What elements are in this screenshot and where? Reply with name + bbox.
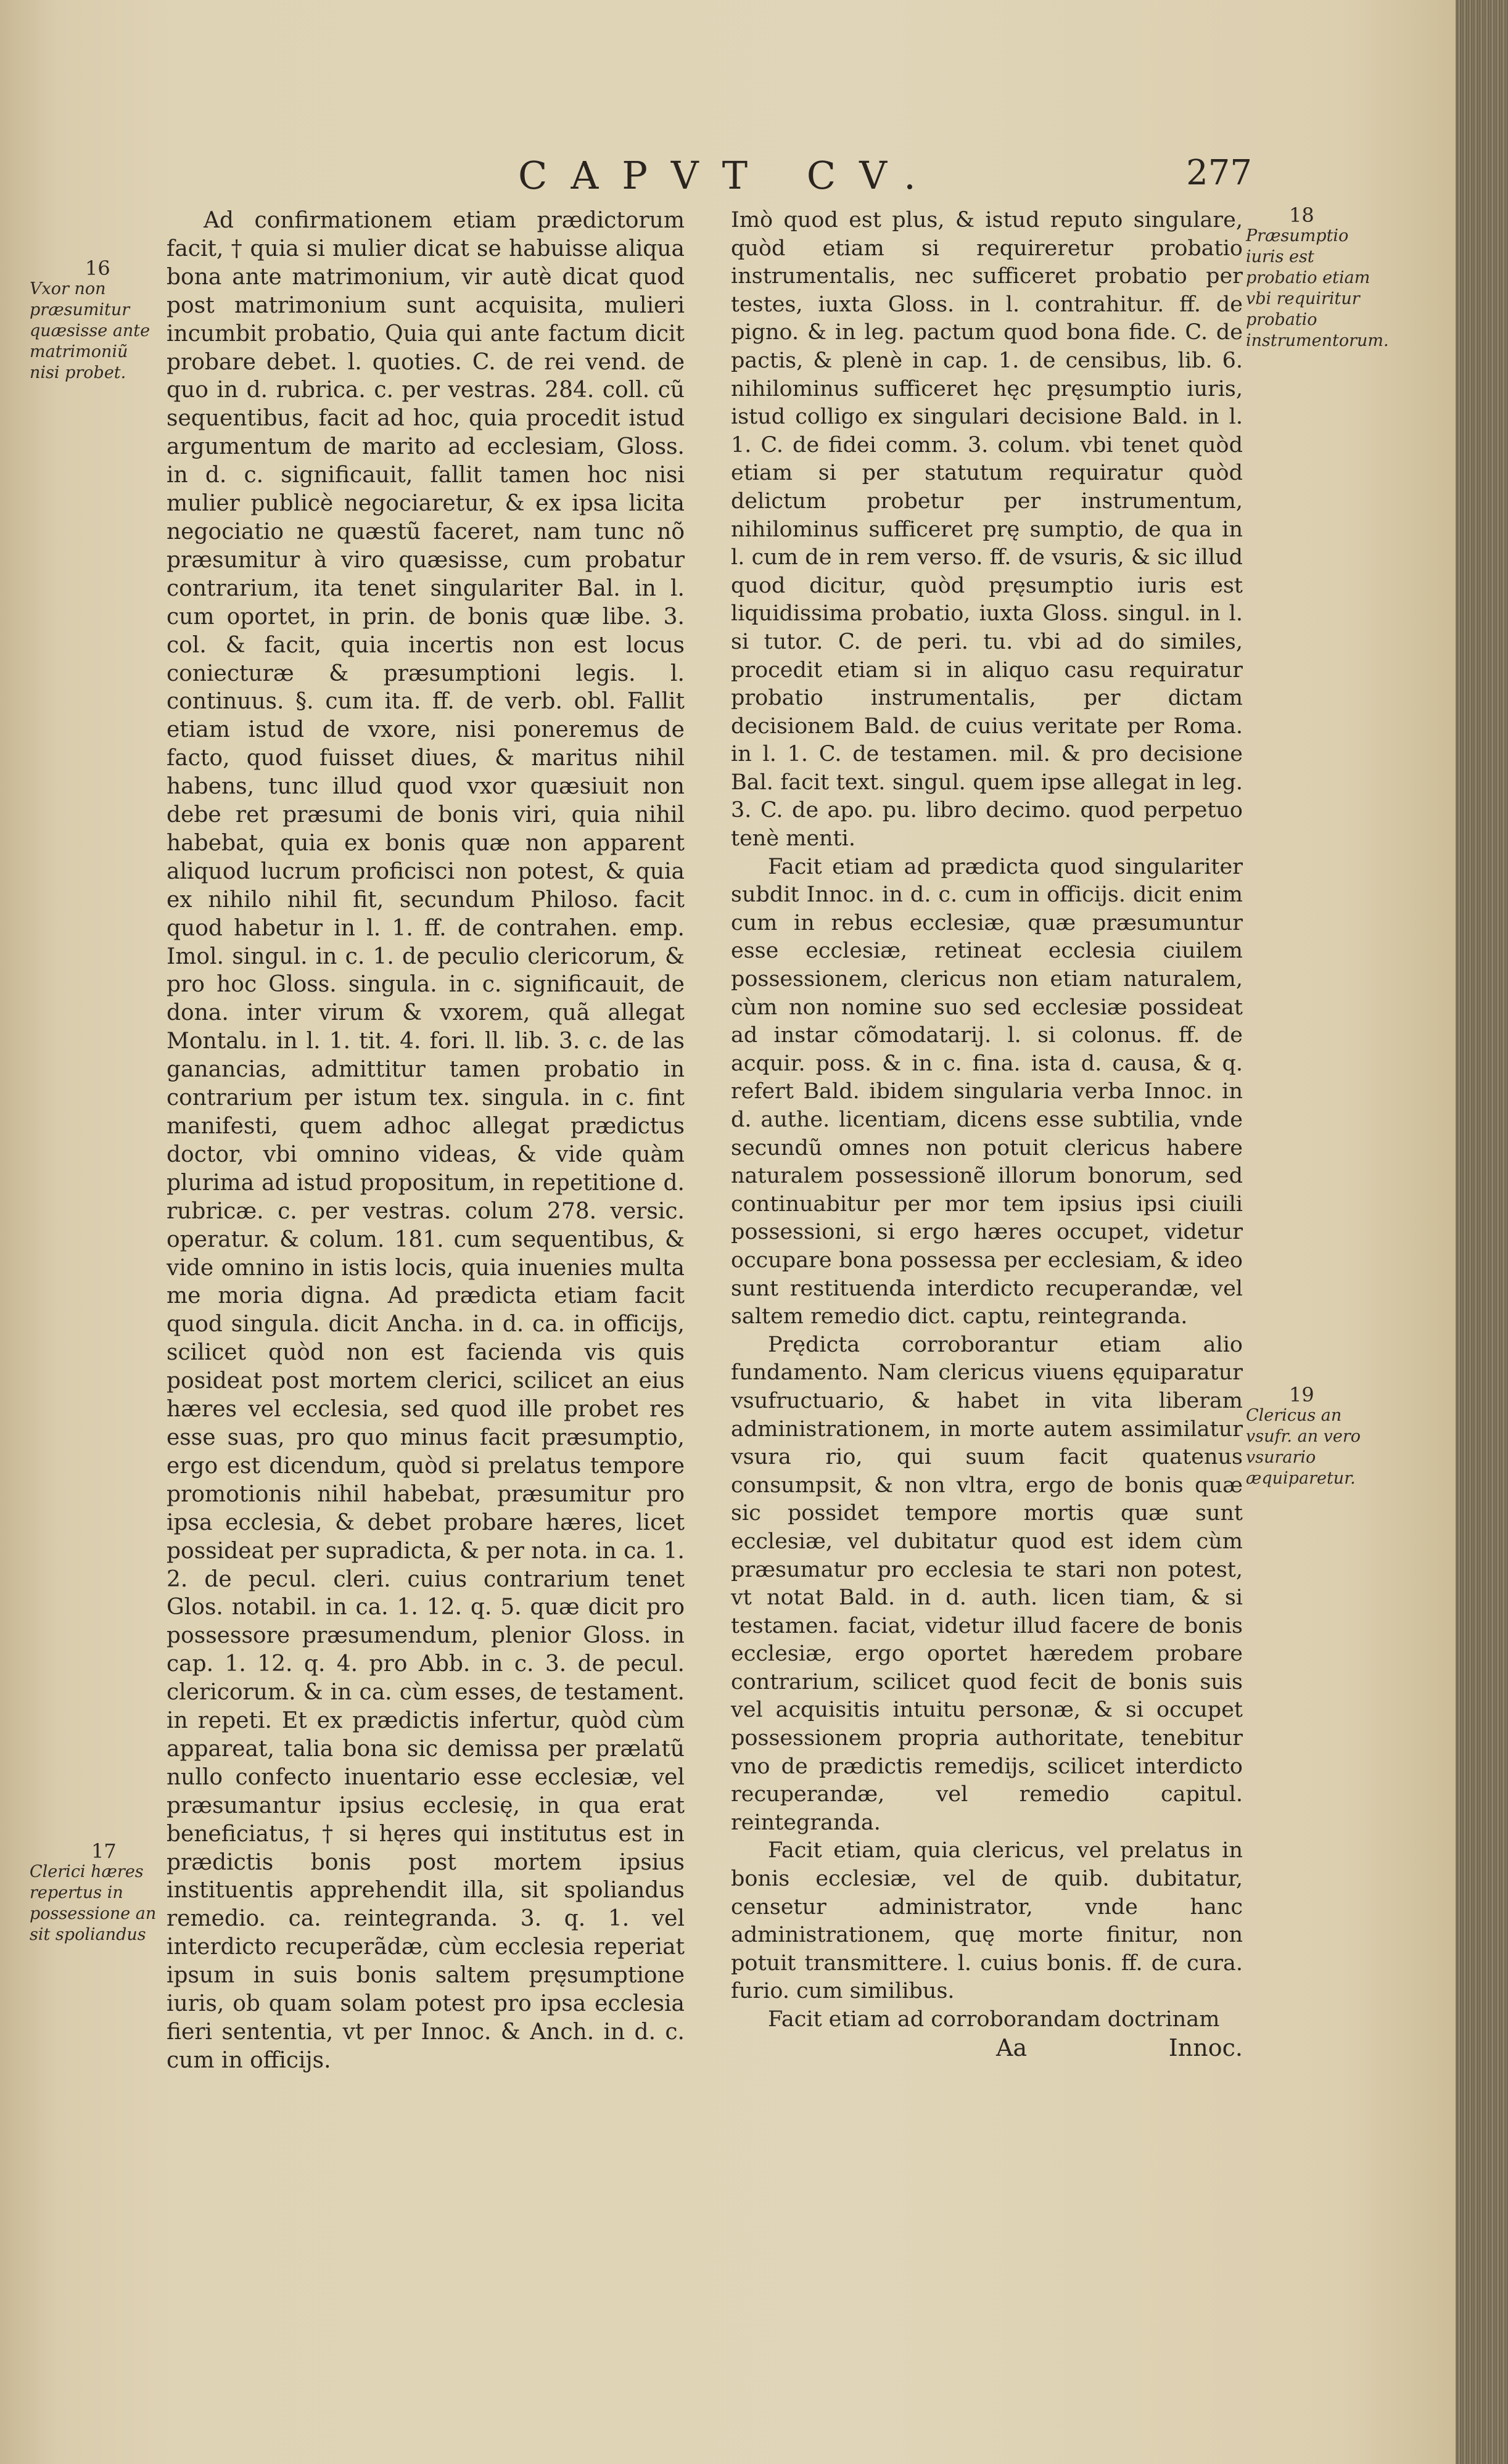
margin-note-number: 18 bbox=[1289, 203, 1314, 227]
page-footer bbox=[731, 2034, 1243, 2063]
margin-note-text: Clericus an vsufr. an vero vsurario æquiparetur. bbox=[1246, 1406, 1361, 1488]
margin-note-text: Clerici hæres repertus in possessione an sit spoliandus bbox=[30, 1862, 157, 1944]
margin-note-number: 17 bbox=[91, 1839, 117, 1863]
page-header bbox=[432, 153, 1252, 202]
page-number: 277 bbox=[1186, 153, 1252, 193]
left-text-column bbox=[167, 207, 685, 2075]
margin-note-18 bbox=[1246, 203, 1389, 351]
paragraph: Facit etiam ad corroborandam doctrinam bbox=[768, 2007, 1220, 2032]
right-text-column bbox=[731, 207, 1243, 2063]
catchword: Innoc. bbox=[1168, 2034, 1243, 2061]
paragraph: Imò quod est plus, & istud reputo singulare, quòd etiam si requireretur probatio instrumentalis, nec sufficeret probatio per testes, iuxta Gloss. in l. contrahitur. ff. de pigno. & in leg. pactum quod bona fide. C. de pactis, & plenè in cap. 1. de censibus, lib. 6. nihilominus sufficeret hęc pręsumptio iuris, istud colligo ex singulari decisione Bald. in l. 1. C. de fidei comm. 3. colum. vbi tenet quòd etiam si per statutum requiratur quòd delictum probetur per instrumentum, nihilominus sufficeret prę sumptio, de qua in l. cum de in rem verso. ff. de vsuris, & sic illud quod dicitur, quòd pręsumptio iuris est liquidissima probatio, iuxta Gloss. singul. in l. si tutor. C. de peri. tu. vbi ad do similes, procedit etiam si in aliquo casu requiratur probatio instrumentalis, per dictam decisionem Bald. de cuius veritate per Roma. in l. 1. C. de testamen. mil. & pro decisione Bal. facit text. singul. quem ipse allegat in leg. 3. C. de apo. pu. libro decimo. quod perpetuo tenè menti. bbox=[731, 208, 1243, 852]
margin-note-19 bbox=[1246, 1384, 1378, 1489]
paragraph: Facit etiam ad prædicta quod singulariter subdit Innoc. in d. c. cum in officijs. dicit enim cum in rebus ecclesiæ, quæ præsumuntur esse ecclesiæ, retineat ecclesia ciuilem possessionem, clericus non etiam naturalem, cùm non nomine suo sed ecclesiæ possideat ad instar cõmodatarij. l. si colonus. ff. de acquir. poss. & in c. fina. ista d. causa, & q. refert Bald. ibidem singularia verba Innoc. in d. authe. licentiam, dicens esse subtilia, vnde secundũ omnes non potuit clericus habere naturalem possessionẽ illorum bonorum, sed continuabitur per mor tem ipsius ipsi ciuili possessioni, si ergo hæres occupet, videtur occupare bona possessa per ecclesiam, & ideo sunt restituenda interdicto recuperandæ, vel saltem remedio dict. captu, reintegranda. bbox=[731, 854, 1243, 1329]
signature-mark: Aa bbox=[996, 2034, 1028, 2061]
paragraph: Facit etiam, quia clericus, vel prelatus in bonis ecclesiæ, vel de quib. dubitatur, censetur administrator, vnde hanc administrationem, quę morte finitur, non potuit transmittere. l. cuius bonis. ff. de cura. furio. cum similibus. bbox=[731, 1838, 1243, 2004]
margin-note-17 bbox=[30, 1841, 162, 1945]
margin-note-number: 19 bbox=[1289, 1383, 1314, 1407]
margin-note-text: Præsumptio iuris est probatio etiam vbi requiritur probatio instrumentorum. bbox=[1246, 226, 1389, 350]
margin-note-16 bbox=[30, 258, 162, 384]
running-title: CAPVT CV. bbox=[518, 153, 939, 198]
margin-note-text: Vxor non præsumitur quæsisse ante matrimoniũ nisi probet. bbox=[30, 279, 150, 382]
book-fore-edge bbox=[1456, 0, 1508, 2464]
margin-note-number: 16 bbox=[85, 257, 110, 280]
paragraph: Prędicta corroborantur etiam alio fundamento. Nam clericus viuens ęquiparatur vsufructuario, & habet in vita liberam administrationem, in morte autem assimilatur vsura rio, qui suum facit quatenus consumpsit, & non vltra, ergo de bonis quæ sic possidet tempore mortis quæ sunt ecclesiæ, vel dubitatur quod est idem cùm præsumatur pro ecclesia te stari non potest, vt notat Bald. in d. auth. licen tiam, & si testamen. faciat, videtur illud facere de bonis ecclesiæ, ergo oportet hæredem probare contrarium, scilicet quod fecit de bonis suis vel acquisitis intuitu personæ, & si occupet possessionem propria authoritate, tenebitur vno de prædictis remedijs, scilicet interdicto recuperandæ, vel remedio capitul. reintegranda. bbox=[731, 1332, 1243, 1835]
paragraph: Ad confirmationem etiam prædictorum facit, † quia si mulier dicat se habuisse aliqua bona ante matrimonium, vir autè dicat quod post matrimonium sunt acquisita, mulieri incumbit probatio, Quia qui ante factum dicit probare debet. l. quoties. C. de rei vend. de quo in d. rubrica. c. per vestras. 284. coll. cũ sequentibus, facit ad hoc, quia procedit istud argumentum de marito ad ecclesiam, Gloss. in d. c. significauit, fallit tamen hoc nisi mulier publicè negociaretur, & ex ipsa licita negociatio ne quæstũ faceret, nam tunc nõ præsumitur à viro quæsisse, cum probatur contrarium, ita tenet singulariter Bal. in l. cum oportet, in prin. de bonis quæ libe. 3. col. & facit, quia incertis non est locus coniecturæ & præsumptioni legis. l. continuus. §. cum ita. ff. de verb. obl. Fallit etiam istud de vxore, nisi poneremus de facto, quod fuisset diues, & maritus nihil habens, tunc illud quod vxor quæsiuit non debe ret præsumi de bonis viri, quia nihil habebat, quia ex bonis quæ non apparent aliquod lucrum proficisci non potest, & quia ex nihilo nihil fit, secundum Philoso. facit quod habetur in l. 1. ff. de contrahen. emp. Imol. singul. in c. 1. de peculio clericorum, & pro hoc Gloss. singula. in c. significauit, de dona. inter virum & vxorem, quã allegat Montalu. in l. 1. tit. 4. fori. ll. lib. 3. c. de las ganancias, admittitur tamen probatio in contrarium per istum tex. singula. in c. fint manifesti, quem adhoc allegat prædictus doctor, vbi omnino videas, & vide quàm plurima ad istud propositum, in repetitione d. rubricæ. c. per vestras. colum 278. versic. operatur. & colum. 181. cum sequentibus, & vide omnino in istis locis, quia inuenies multa me moria digna. Ad prædicta etiam facit quod singula. dicit Ancha. in d. ca. in officijs, scilicet quòd non est facienda vis quis posideat post mortem clerici, scilicet an eius hæres vel ecclesia, sed quod ille probet res esse suas, pro quo minus facit præsumptio, ergo est dicendum, quòd si prelatus tempore promotionis nihil habebat, præsumitur pro ipsa ecclesia, & debet probare hæres, licet possideat per supradicta, & per nota. in ca. 1. 2. de pecul. cleri. cuius contrarium tenet Glos. notabil. in ca. 1. 12. q. 5. quæ dicit pro possessore præsumendum, plenior Gloss. in cap. 1. 12. q. 4. pro Abb. in c. 3. de pecul. clericorum. & in ca. cùm esses, de testament. in repeti. Et ex prædictis infertur, quòd cùm appareat, talia bona sic demissa per prælatũ nullo confecto inuentario esse ecclesiæ, vel præsumantur ipsius ecclesię, in qua erat beneficiatus, † si hęres qui institutus est in prædictis bonis post mortem ipsius instituentis apprehendit illa, sit spoliandus remedio. ca. reintegranda. 3. q. 1. vel interdicto recuperãdæ, cùm ecclesia reperiat ipsum in suis bonis saltem pręsumptione iuris, ob quam solam potest pro ipsa ecclesia fieri sententia, vt per Innoc. & Anch. in d. c. cum in officijs. bbox=[167, 208, 685, 2073]
